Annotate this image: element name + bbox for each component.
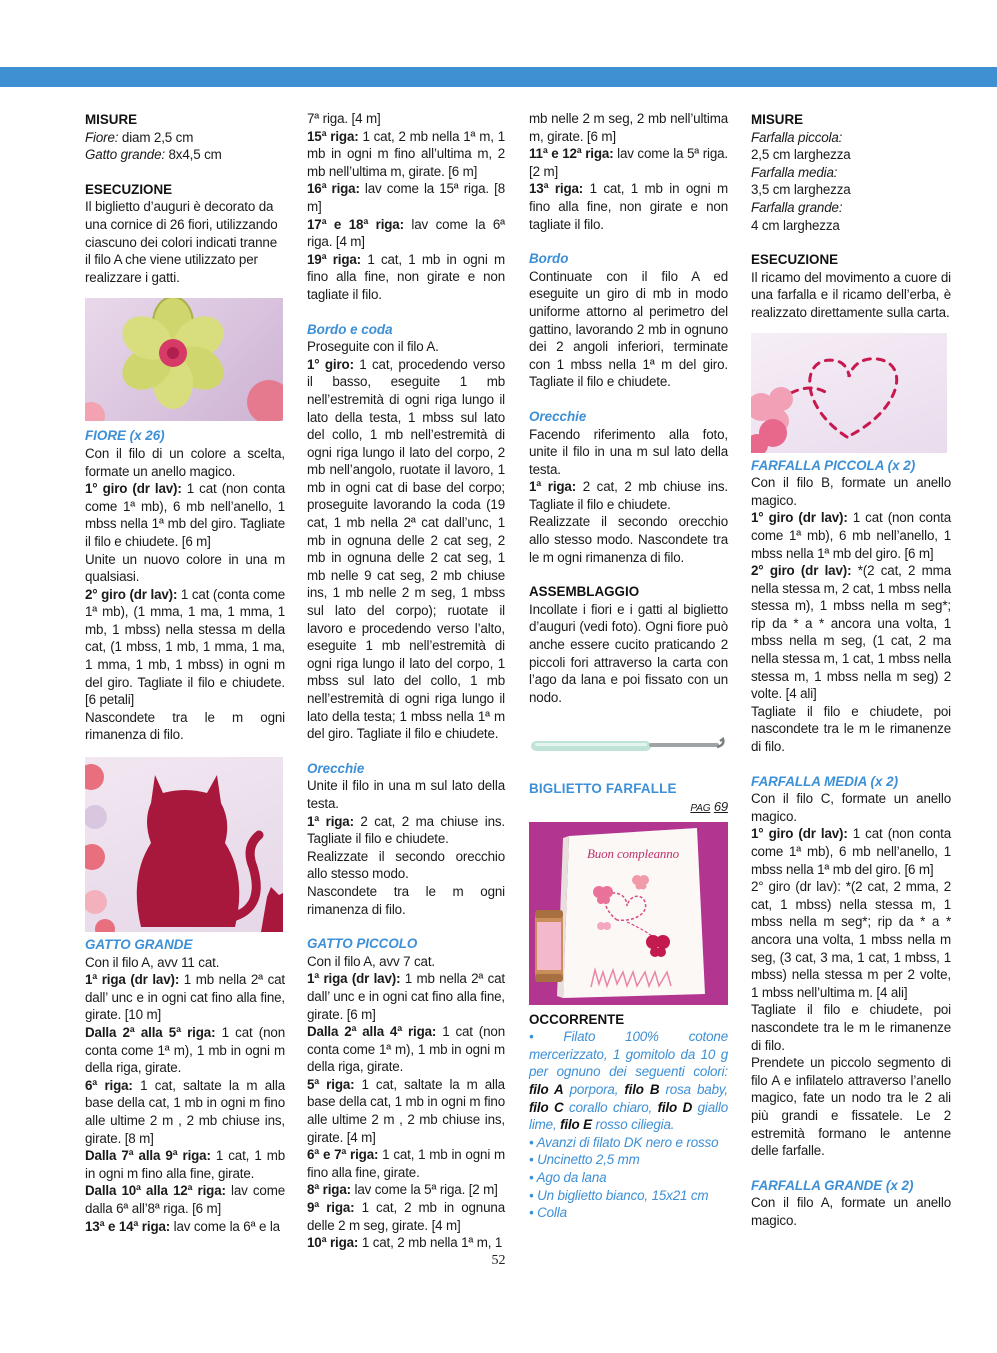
fm-step: Prendete un piccolo segmento di filo A e infilatelo attraverso l’anello magico, fate un nodo tra le 2 ali più grandi e fissatele. Le 2 estremità formano le antenne delle farfalle. <box>751 1055 951 1159</box>
misure-line: 4 cm larghezza <box>751 217 840 233</box>
orecchie-step: Realizzate il secondo orecchio allo stesso modo. Nascondete tra le m ogni rimanenza di filo. <box>529 514 728 565</box>
fiore-step: Con il filo di un colore a scelta, formate un anello magico. <box>85 445 285 479</box>
fp-step: Con il filo B, formate un anello magico. <box>751 475 951 508</box>
gatto-step: 15ª riga: 1 cat, 2 mb nella 1ª m, 1 mb in ogni m fino all’ultima m, 2 mb nell’ultima m, girate. [6 m] <box>307 128 505 179</box>
top-color-bar <box>0 67 997 87</box>
gatto-step: 13ª e 14ª riga: lav come la 6ª e la <box>85 1218 280 1234</box>
gatto-grande-heading: GATTO GRANDE <box>85 937 193 953</box>
bordo-step: Continuate con il filo A ed eseguite un giro di mb in modo uniforme attorno al perimetro del gattino, lavorando 2 mb in ognuno dei 2 angoli inferiori, terminate con 1 mbss nella 1ª m del giro. Tagliate il filo e chiudete. <box>529 268 728 390</box>
occorrente-item: • Filato 100% cotone mercerizzato, 1 gomitolo da 10 g per ognuno dei seguenti colori: filo A porpora, filo B rosa baby, filo C corallo chiaro, filo D giallo lime, filo E rosso ciliegia. <box>529 1029 728 1133</box>
occorrente-item: • Uncinetto 2,5 mm <box>529 1152 640 1168</box>
orecchie-step: Realizzate il secondo orecchio allo stesso modo. <box>307 848 505 882</box>
occorrente-item: • Ago da lana <box>529 1169 607 1185</box>
gatto-step: 17ª e 18ª riga: lav come la 6ª riga. [4 m] <box>307 216 505 250</box>
fiore-step: 2° giro (dr lav): 1 cat (conta come 1ª mb), (1 mma, 1 ma, 1 mma, 1 mb, 1 mbss) nella stessa m della cat, (1 mbss, 1 mb, 1 mma, 1 ma, 1 mma, 1 mb, 1 mbss) in ogni m del giro. Tagliate il filo e chiudete. [6 petali] <box>85 586 285 708</box>
misure-line: Farfalla media: <box>751 164 838 180</box>
misure-line: Farfalla piccola: <box>751 129 843 145</box>
orecchie-step: Nascondete tra le m ogni rimanenza di filo. <box>307 883 505 917</box>
assemblaggio-text: Incollate i fiori e i gatti al biglietto d’auguri (vedi foto). Ogni fiore può anche essere cucito praticando 2 piccoli fori attraverso la carta con l’ago da lana e poi fissato con un nodo. <box>529 601 728 705</box>
misure-fiore: Fiore: diam 2,5 cm <box>85 129 194 145</box>
fiore-step: 1° giro (dr lav): 1 cat (non conta come 1ª mb), 6 mb nell’anello, 1 mbss nella 1ª mb del giro. Tagliate il filo e chiudete. [6 m] <box>85 481 286 549</box>
gp-step: 9ª riga: 1 cat, 2 mb in ognuna delle 2 m seg, girate. [4 m] <box>307 1200 505 1233</box>
orecchie-step: 1ª riga: 2 cat, 2 ma chiuse ins. Tagliate il filo e chiudete. <box>307 813 505 847</box>
fiore-heading: FIORE (x 26) <box>85 428 165 444</box>
card-text: Buon compleanno <box>587 845 679 861</box>
orecchie-heading: Orecchie <box>529 408 587 424</box>
column-1 <box>85 111 285 1235</box>
gatto-step: 19ª riga: 1 cat, 1 mb in ogni m fino alla fine, non girate e non tagliate il filo. <box>307 251 505 302</box>
esecuzione-heading: ESECUZIONE <box>85 181 173 197</box>
orecchie-step: Facendo riferimento alla foto, unite il filo in una m sul lato della testa. <box>529 426 728 477</box>
gp-step: 10ª riga: 1 cat, 2 mb nella 1ª m, 1 <box>307 1235 503 1251</box>
occorrente-item: • Un biglietto bianco, 15x21 cm <box>529 1187 709 1203</box>
farfalla-piccola-heading: FARFALLA PICCOLA (x 2) <box>751 457 916 473</box>
gp-step: 8ª riga: lav come la 5ª riga. [2 m] <box>307 1182 498 1198</box>
crochet-hook-image <box>529 732 728 756</box>
esecuzione-text: Il biglietto d’auguri è decorato da una cornice di 26 fiori, utilizzando ciascuno dei colori indicati tranne il filo A che viene utilizzato per realizzare i gatti. <box>85 199 278 285</box>
gatto-step: Dalla 10ª alla 12ª riga: lav come dalla 6ª all’8ª riga. [6 m] <box>85 1183 285 1216</box>
column-4 <box>751 111 951 1229</box>
misure-line: 2,5 cm larghezza <box>751 147 851 163</box>
butterfly-card-photo <box>529 822 728 1005</box>
bordo-step: Proseguite con il filo A. <box>307 339 439 355</box>
gatto-step: 7ª riga. [4 m] <box>307 111 381 126</box>
misure-line: Farfalla grande: <box>751 199 843 215</box>
flower-photo <box>85 298 283 421</box>
bordo-heading: Bordo <box>529 251 569 267</box>
heart-embroidery-photo <box>751 333 947 453</box>
fg-step: Con il filo A, formate un anello magico. <box>751 1195 951 1228</box>
gp-step: Dalla 2ª alla 4ª riga: 1 cat (non conta come 1ª m), 1 mb in ogni m della riga, girate. <box>307 1024 505 1075</box>
occorrente-heading: OCCORRENTE <box>529 1011 625 1027</box>
esecuzione-text: Il ricamo del movimento a cuore di una farfalla e il ricamo dell’erba, è realizzato direttamente sulla carta. <box>751 269 951 320</box>
gp-step: 11ª e 12ª riga: lav come la 5ª riga. [2 m] <box>529 146 728 179</box>
fm-step: 2° giro (dr lav): *(2 cat, 2 mma, 2 cat, 1 mbss) nella stessa m, 1 mbss nella m seg*; rip da * a * ancora una volta, 1 mbss nella m seg, (3 cat, 3 ma, 1 cat, 1 mbss, 1 mbss) nella stessa m per 2 volte, 1 mbss nell’ultima m. [4 ali] <box>751 879 951 1000</box>
big-cat-photo <box>85 757 283 932</box>
gp-step: 6ª e 7ª riga: 1 cat, 1 mb in ogni m fino alla fine, girate. <box>307 1147 506 1180</box>
column-3 <box>529 110 728 1222</box>
misure-heading: MISURE <box>751 112 804 127</box>
gatto-step: 16ª riga: lav come la 15ª riga. [8 m] <box>307 181 505 214</box>
gatto-step: Dalla 2ª alla 5ª riga: 1 cat (non conta come 1ª m), 1 mb in ogni m della riga, girate. <box>85 1025 285 1076</box>
fm-step: Con il filo C, formate un anello magico. <box>751 791 951 824</box>
gatto-step: Dalla 7ª alla 9ª riga: 1 cat, 1 mb in ogni m fino alla fine, girate. <box>85 1148 285 1181</box>
bordo-step: 1° giro: 1 cat, procedendo verso il basso, eseguite 1 mb nell’estremità di ogni riga lungo il lato della testa, 1 mbss sul lato del collo, 1 mb nell’estremità di ogni riga lungo il lato del corpo, 2 mb nell’angolo, ruotate il lavoro, 1 mb in ogni cat di base del corpo; proseguite lavorando la coda (19 cat, 1 mb nella 2ª cat dall’unc, 1 mb in ognuna delle 2 cat seg, 2 mb in ognuna delle 2 cat seg, 1 mb nelle 9 cat seg, 2 mb chiuse ins, 1 mb nelle 2 m seg, 1 mbss sul lato del corpo); ruotate il lavoro e procedendo verso l’alto, eseguite 1 mb nell’estremità di ogni riga lungo il lato del corpo, 1 mbss sul lato del collo, 1 mb nell’estremità di ogni riga lungo il lato della testa; 1 mbss nella 1ª m del giro. Tagliate il filo e chiudete. <box>307 356 505 742</box>
gatto-step: 1ª riga (dr lav): 1 mb nella 2ª cat dall’ unc e in ogni cat fino alla fine, girate. [10 m] <box>85 972 285 1023</box>
gp-step: 5ª riga: 1 cat, saltate la m alla base della cat, 1 mb in ogni m fino alle ultime 2 m , 2 mb chiuse ins, girate. [4 m] <box>307 1076 505 1145</box>
gp-step: Con il filo A, avv 7 cat. <box>307 953 435 969</box>
gatto-step: Con il filo A, avv 11 cat. <box>85 954 220 970</box>
page-number: 52 <box>491 1253 506 1268</box>
biglietto-farfalle-heading: BIGLIETTO FARFALLE <box>529 781 677 797</box>
farfalla-grande-heading: FARFALLA GRANDE (x 2) <box>751 1177 914 1193</box>
orecchie-heading: Orecchie <box>307 760 365 776</box>
page-ref: PAG 69 <box>690 799 728 814</box>
fp-step: 2° giro (dr lav): *(2 cat, 2 mma nella stessa m, 2 cat, 1 mbss nella stessa m), 1 mbss nella m seg*; rip da * a * ancora una volta, 1 mbss nella m seg, (1 cat, 2 ma nella stessa m, 1 cat, 1 mbss nella stessa m, 1 mbss nella m seg) 2 volte. [4 ali] <box>751 563 951 702</box>
fiore-step: Unite un nuovo colore in una m qualsiasi. <box>85 551 285 585</box>
fm-step: Tagliate il filo e chiudete, poi nascondete tra le m le rimanenze di filo. <box>751 1002 951 1053</box>
misure-gatto: Gatto grande: 8x4,5 cm <box>85 147 222 163</box>
fiore-step: Nascondete tra le m ogni rimanenza di filo. <box>85 709 285 743</box>
fp-step: Tagliate il filo e chiudete, poi nascondete tra le m le rimanenze di filo. <box>751 703 951 755</box>
misure-line: 3,5 cm larghezza <box>751 182 851 198</box>
assemblaggio-heading: ASSEMBLAGGIO <box>529 584 640 600</box>
misure-heading: MISURE <box>85 112 138 127</box>
gp-step: 1ª riga (dr lav): 1 mb nella 2ª cat dall’ unc e in ogni cat fino alla fine, girate. [6 m] <box>307 971 505 1022</box>
fm-step: 1° giro (dr lav): 1 cat (non conta come 1ª mb), 6 mb nell’anello, 1 mbss nella 1ª mb del giro. [6 m] <box>751 826 952 877</box>
gp-step: mb nelle 2 m seg, 2 mb nell’ultima m, girate. [6 m] <box>529 111 728 144</box>
bordo-coda-heading: Bordo e coda <box>307 321 393 337</box>
occorrente-item: • Colla <box>529 1205 567 1221</box>
gatto-piccolo-heading: GATTO PICCOLO <box>307 936 418 952</box>
gatto-step: 6ª riga: 1 cat, saltate la m alla base della cat, 1 mb in ogni m fino alle ultime 2 m , 2 mb chiuse ins, girate. [8 m] <box>85 1077 285 1146</box>
orecchie-step: Unite il filo in una m sul lato della testa. <box>307 778 505 811</box>
farfalla-media-heading: FARFALLA MEDIA (x 2) <box>751 773 899 789</box>
gp-step: 13ª riga: 1 cat, 1 mb in ogni m fino alla fine, non girate e non tagliate il filo. <box>529 181 728 232</box>
esecuzione-heading: ESECUZIONE <box>751 252 839 268</box>
fp-step: 1° giro (dr lav): 1 cat (non conta come 1ª mb), 6 mb nell’anello, 1 mbss nella 1ª mb del giro. [6 m] <box>751 510 952 561</box>
occorrente-item: • Avanzi di filato DK nero e rosso <box>529 1134 719 1150</box>
column-2 <box>307 110 505 1252</box>
orecchie-step: 1ª riga: 2 cat, 2 mb chiuse ins. Tagliate il filo e chiudete. <box>529 479 728 512</box>
